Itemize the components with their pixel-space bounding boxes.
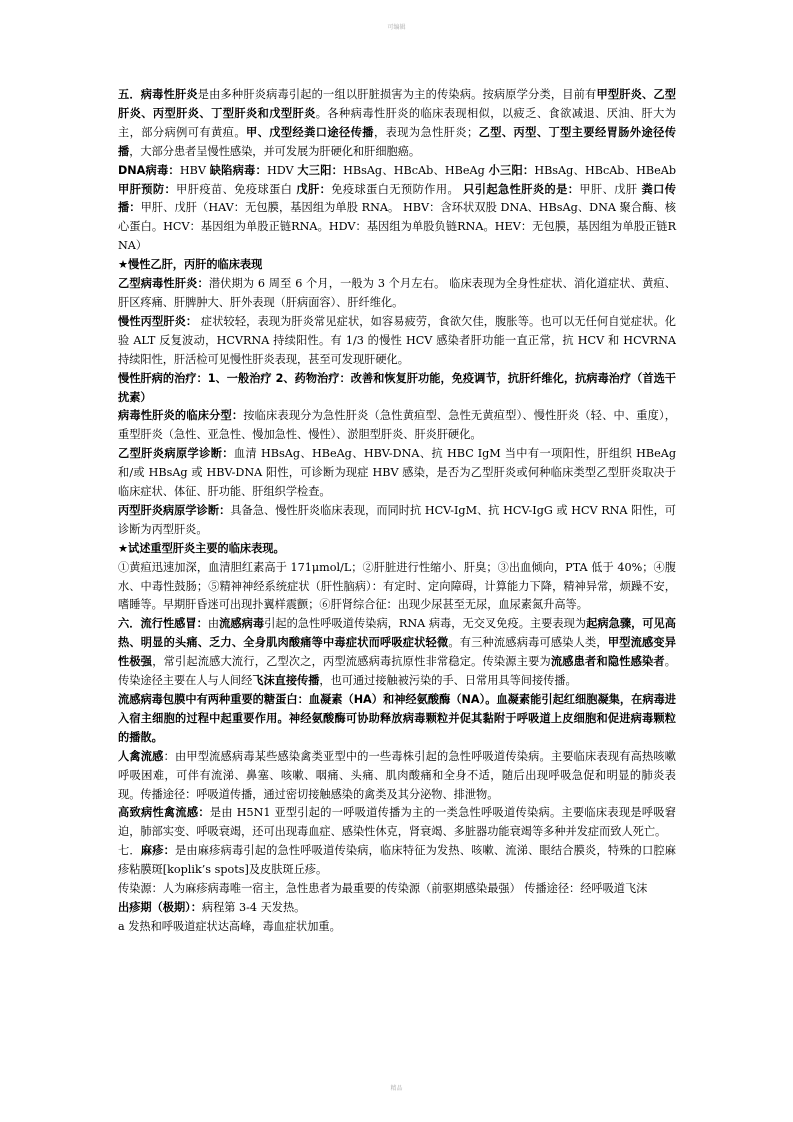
text-run: 。各种病毒性肝炎的临床表现相似，以疲乏、食欲减退、厌油、肝大为主，部分病例可有黄疸。 [118, 106, 676, 139]
bold-text-run: ★慢性乙肝，丙肝的临床表现 [118, 258, 263, 272]
text-run: 。传染途径主要在人与人间经 [118, 655, 676, 688]
bold-text-run: 人禽流感 [118, 749, 164, 763]
paragraph [118, 748, 676, 805]
text-run: 甲肝、戊肝（HAV：无包膜，基因组为单股 RNA。 HBV：含环状双股 DNA、HBsAg、DNA 聚合酶、核心蛋白。HCV：基因组为单股正链RNA。HDV：基因组为单股负链RNA。HEV：无包膜，基因组为单股正链RNA） [118, 201, 676, 253]
bold-text-run: 五．病毒性肝炎 [118, 88, 198, 101]
bold-text-run: 流感病毒 [219, 617, 265, 631]
text-run: HBV [179, 163, 210, 177]
bold-text-run: 大三阳： [297, 163, 344, 177]
paragraph [118, 445, 676, 502]
text-run: 病程第 3-4 天发热。 [201, 900, 306, 914]
bold-text-run: 慢性丙型肝炎： [118, 314, 198, 328]
bold-text-run: 粪口传播： [118, 182, 676, 215]
text-run: 按临床表现分为急性肝炎（急性黄疸型、急性无黄疸型）、慢性肝炎（轻、中、重度），重型肝炎（急性、亚急性、慢加急性、慢性）、淤胆型肝炎、肝炎肝硬化。 [118, 409, 676, 442]
bold-text-run: 流感病毒包膜中有两种重要的糖蛋白：血凝素（HA）和神经氨酸酶（NA）。血凝素能引起红细胞凝集，在病毒进入宿主细胞的过程中起重要作用。神经氨酸酶可协助释放病毒颗粒并促其黏附于呼吸道上皮细胞和促进病毒颗粒的播散。 [118, 693, 676, 744]
text-run: ①黄疸迅速加深，血清胆红素高于 171μmol/L；②肝脏进行性缩小、肝臭；③出血倾向，PTA 低于 40%；④腹水、中毒性鼓肠；⑤精神神经系统症状（肝性脑病）：有定时、定向障碍，计算能力下降，精神异常，烦躁不安，嗜睡等。早期肝昏迷可出现扑翼样震颤；⑥肝肾综合征：出现少尿甚至无尿，血尿素氮升高等。 [118, 560, 676, 612]
bold-text-run: 六．流行性感冒： [118, 617, 208, 631]
bold-text-run: 高致病性禽流感： [118, 806, 210, 820]
bold-text-run: 甲肝预防： [118, 182, 177, 196]
paragraph [118, 540, 676, 559]
text-run: 七． [118, 844, 141, 858]
bold-text-run: 戊肝： [296, 182, 332, 196]
bold-text-run: 慢性肝病的治疗：1、一般治疗 2、药物治疗：改善和恢复肝功能，免疫调节，抗肝纤维化，抗病毒治疗（首选干扰素） [118, 371, 676, 404]
text-run: ，表现为急性肝炎； [373, 125, 479, 139]
text-run: ，也可通过接触被污染的手、日常用具等间接传播。 [319, 674, 577, 688]
bold-text-run: 流感患者和隐性感染者 [550, 655, 665, 669]
text-run: 症状较轻，表现为肝炎常见症状，如容易疲劳，食欲欠佳，腹胀等。也可以无任何自觉症状。化验 ALT 反复波动，HCVRNA 持续阳性。有 1/3 的慢性 HCV 感染者肝功能一直正常，抗 HCV 和 HCVRNA 持续阳性，肝活检可见慢性肝炎表现，甚至可发现肝硬化。 [118, 314, 676, 366]
bold-text-run: 甲型流感变异性极强 [118, 636, 676, 669]
paragraph [118, 162, 676, 257]
text-run: ，常引起流感大流行，乙型次之，丙型流感病毒抗原性非常稳定。传染源主要为 [152, 655, 551, 669]
paragraph [118, 256, 676, 275]
paragraph [118, 502, 676, 540]
page-footer: 精品 [390, 1085, 403, 1092]
bold-text-run: 乙型病毒性肝炎： [118, 277, 209, 291]
paragraph [118, 86, 676, 162]
bold-text-run: 乙型肝炎病原学诊断： [118, 447, 234, 461]
bold-text-run: DNA病毒： [118, 163, 180, 177]
text-run: 。有三种流感病毒可感染人类， [448, 636, 608, 650]
text-run: 潜伏期为 6 周至 6 个月，一般为 3 个月左右。 临床表现为全身性症状、消化道症状、黄疸、肝区疼痛、肝脾肿大、肝外表现（肝病面容）、肝纤维化。 [118, 277, 676, 309]
paragraph [118, 804, 676, 842]
bold-text-run: 麻疹： [140, 844, 175, 858]
document-body [118, 86, 676, 937]
paragraph [118, 559, 676, 616]
paragraph [118, 918, 676, 937]
bold-text-run: 甲、戊型经粪口途径传播 [245, 125, 374, 139]
text-run: 血清 HBsAg、HBeAg、HBV-DNA、抗 HBC IgM 当中有一项阳性，肝组织 HBeAg 和/或 HBsAg 或 HBV-DNA 阳性，可诊断为现症 HBV 感染，是否为乙型肝炎或何种临床类型乙型肝炎取决于临床症状、体征、肝功能、肝组织学检查。 [118, 447, 676, 499]
text-run: 是由多种肝炎病毒引起的一组以肝脏损害为主的传染病。按病原学分类，目前有 [197, 88, 597, 101]
text-run: ：由甲型流感病毒某些感染禽类亚型中的一些毒株引起的急性呼吸道传染病。主要临床表现有高热咳嗽呼吸困难，可伴有流涕、鼻塞、咳嗽、咽痛、头痛、肌肉酸痛和全身不适，随后出现呼吸急促和明显的肺炎表现。传播途径：呼吸道传播，通过密切接触感染的禽类及其分泌物、排泄物。 [118, 749, 676, 801]
paragraph [118, 370, 676, 408]
bold-text-run: 病毒性肝炎的临床分型： [118, 409, 244, 423]
bold-text-run: 起病急骤，可见高热、明显的头痛、乏力、全身肌肉酸痛等中毒症状而呼吸症状轻微 [118, 617, 676, 650]
paragraph [118, 407, 676, 445]
bold-text-run: 只引起急性肝炎的是： [463, 182, 580, 196]
bold-text-run: 乙型、丙型、丁型主要经胃肠外途径传播 [118, 125, 676, 158]
paragraph [118, 842, 676, 880]
bold-text-run: ★试述重型肝炎主要的临床表现。 [118, 541, 285, 555]
text-run: HBsAg、HBcAb、HBeAb [534, 163, 676, 177]
text-run: HBsAg、HBcAb、HBeAg [343, 163, 489, 177]
text-run: HDV [266, 163, 298, 177]
paragraph [118, 275, 676, 313]
bold-text-run: 缺陷病毒： [209, 163, 267, 177]
text-run: 是由麻疹病毒引起的急性呼吸道传染病，临床特征为发热、咳嗽、流涕、眼结合膜炎，特殊的口腔麻疹粘膜斑[koplik’s spots]及皮肤斑丘疹。 [118, 844, 676, 877]
paragraph [118, 880, 676, 899]
text-run: 由 [207, 617, 220, 631]
paragraph [118, 691, 676, 748]
text-run: 具备急、慢性肝炎临床表现，而同时抗 HCV-IgM、抗 HCV-IgG 或 HCV RNA 阳性，可诊断为丙型肝炎。 [118, 503, 676, 536]
paragraph [118, 313, 676, 370]
page-header: 可编辑 [387, 24, 406, 31]
text-run: a 发热和呼吸道症状达高峰，毒血症状加重。 [118, 919, 341, 933]
bold-text-run: 甲型肝炎、乙型肝炎、丙型肝炎、丁型肝炎和戊型肝炎 [118, 88, 676, 120]
paragraph [118, 615, 676, 691]
text-run: 免疫球蛋白无预防作用。 [331, 182, 464, 196]
text-run: 引起的急性呼吸道传染病，RNA 病毒，无交叉免疫。主要表现为 [264, 617, 587, 631]
bold-text-run: 小三阳： [488, 163, 535, 177]
paragraph [118, 899, 676, 918]
text-run: 甲肝疫苗、免疫球蛋白 [176, 182, 297, 196]
text-run: 是由 H5N1 亚型引起的一呼吸道传播为主的一类急性呼吸道传染病。主要临床表现是呼吸窘迫，肺部实变、呼吸衰竭，还可出现毒血症、感染性休克，肾衰竭、多脏器功能衰竭等多种并发症而致人死亡。 [118, 806, 676, 839]
bold-text-run: 丙型肝炎病原学诊断： [118, 503, 231, 517]
bold-text-run: 飞沫直接传播 [252, 674, 320, 688]
text-run: ，大部分患者呈慢性感染，并可发展为肝硬化和肝细胞癌。 [129, 144, 421, 158]
bold-text-run: 出疹期（极期）： [118, 900, 202, 914]
text-run: 甲肝、戊肝 [579, 182, 642, 196]
text-run: 传染源：人为麻疹病毒唯一宿主，急性患者为最重要的传染源（前驱期感染最强） 传播途径：经呼吸道飞沫 [118, 882, 648, 896]
